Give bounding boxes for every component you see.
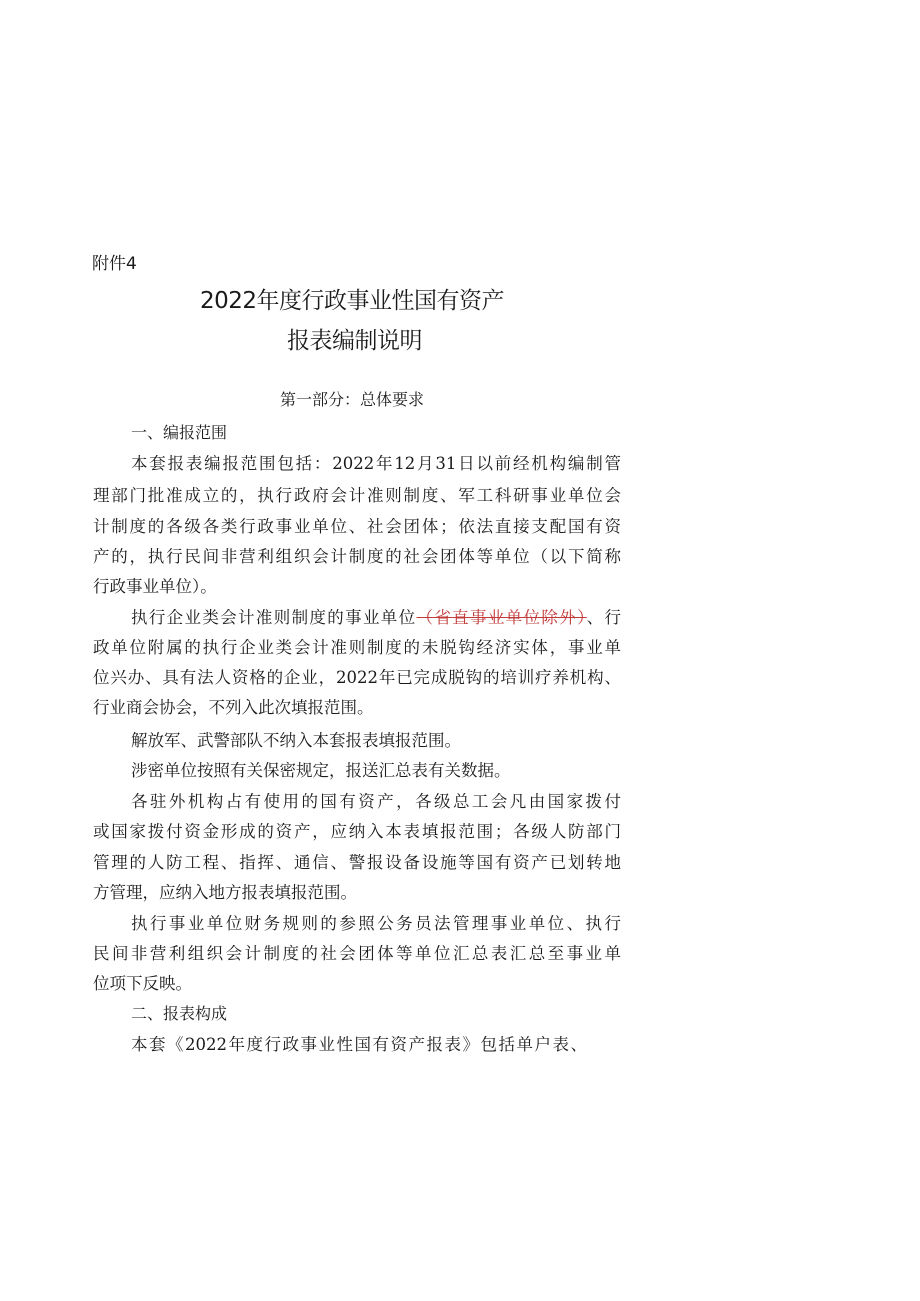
paragraph-line: 政单位附属的执行企业类会计准则制度的未脱钩经济实体，事业单: [93, 638, 621, 657]
struck-text: （省直事业单位除外）: [416, 608, 587, 627]
paragraph-line: 行业商会协会，不列入此次填报范围。: [93, 698, 374, 717]
paragraph-line: 管理的人防工程、指挥、通信、警报设备设施等国有资产已划转地: [93, 853, 621, 872]
paragraph-line: 位项下反映。: [93, 974, 192, 993]
paragraph-line: 理部门批准成立的，执行政府会计准则制度、军工科研事业单位会: [93, 486, 621, 505]
attachment-label: 附件4: [92, 254, 137, 274]
paragraph-line: 各驻外机构占有使用的国有资产，各级总工会凡由国家拨付: [131, 792, 621, 811]
paragraph-line: 产的，执行民间非营利组织会计制度的社会团体等单位（以下简称: [93, 547, 621, 566]
paragraph-line: 方管理，应纳入地方报表填报范围。: [93, 883, 357, 902]
paragraph-line: 解放军、武警部队不纳入本套报表填报范围。: [131, 731, 461, 750]
document-title-line2: 报表编制说明: [287, 328, 422, 354]
paragraph-line: 本套《2022年度行政事业性国有资产报表》包括单户表、: [131, 1035, 587, 1054]
document-title-line1: 2022年度行政事业性国有资产: [200, 288, 505, 314]
paragraph-line: 涉密单位按照有关保密规定，报送汇总表有关数据。: [131, 761, 511, 780]
paragraph-line-with-deletion: [131, 604, 621, 628]
paragraph-line: 计制度的各级各类行政事业单位、社会团体；依法直接支配国有资: [93, 517, 621, 536]
paragraph-line: 位兴办、具有法人资格的企业，2022年已完成脱钩的培训疗养机构、: [93, 668, 621, 687]
part1-heading: 第一部分：总体要求: [280, 390, 425, 409]
paragraph-line: 民间非营利组织会计制度的社会团体等单位汇总表汇总至事业单: [93, 944, 621, 963]
paragraph-text: 执行企业类会计准则制度的事业单位: [131, 608, 417, 627]
paragraph-line: 本套报表编报范围包括：2022年12月31日以前经机构编制管: [131, 454, 621, 473]
paragraph-line: 行政事业单位）。: [93, 577, 217, 596]
paragraph-line: 执行事业单位财务规则的参照公务员法管理事业单位、执行: [131, 914, 621, 933]
section1-heading: 一、编报范围: [131, 423, 228, 442]
paragraph-line: 或国家拨付资金形成的资产，应纳入本表填报范围；各级人防部门: [93, 822, 621, 841]
section2-heading: 二、报表构成: [131, 1004, 228, 1023]
paragraph-text: 、行: [586, 608, 622, 627]
